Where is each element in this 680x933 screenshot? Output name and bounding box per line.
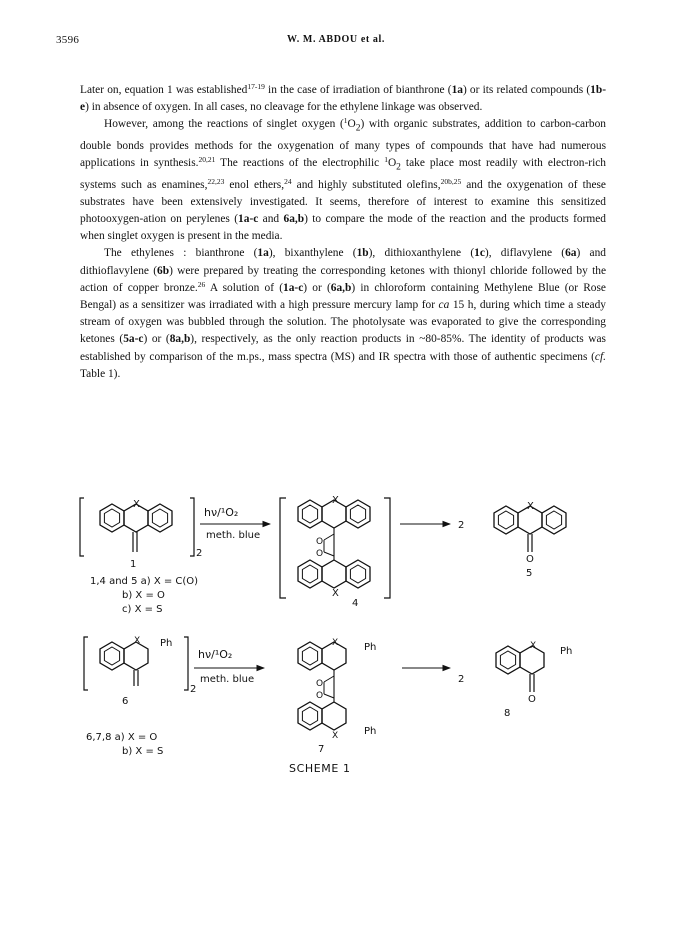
ring-atom-x: X	[530, 641, 537, 651]
legend-line: c) X = S	[122, 604, 163, 615]
ring-atom-x: X	[527, 501, 534, 512]
legend-row-1	[90, 576, 198, 615]
bracket-subscript: 2	[196, 548, 203, 559]
reagent-label: hν/¹O₂	[198, 648, 233, 661]
stoichiometric-coefficient: 2	[458, 674, 465, 685]
phenyl-substituent: Ph	[560, 646, 573, 657]
peroxide-oxygen: O	[316, 679, 324, 689]
paragraph-2: However, among the reactions of singlet oxygen $(^1O_2)$ with organic substrates, addition to carbon-carbon double bonds provides methods for the oxygenation of many types of compounds that have had numerous applications in synthesis.$^{20,21}$ The reactions of the electrophilic $^1O_2$ take place most readily with electron-rich systems such as enamines,$^{22,23}$ enol ethers,$^{24}$ and highly substituted olefins,$^{20b,25}$ and the oxygenation of these substrates have been extensively investigated. It seems, therefore of interest to examine this sensitized photooxygen-ation on perylenes (1a-c and 6a,b) to compare the mode of the reaction and the products formed when singlet oxygen is present in the media.	[80, 116, 607, 243]
compound-label-6: 6	[122, 696, 129, 707]
compound-1	[80, 498, 202, 570]
paragraph-3: The ethylenes : bianthrone (1a), bixanthylene (1b), dithioxanthylene (1c), diflavylene (6a) and dithioflavylene (6b) were prepared by treating the corresponding ketones with thionyl chloride followed by the action of copper bronze.$^{26}$ A solution of (1a-c) or (6a,b) in chloroform containing Methylene Blue (or Rose Bengal) as a sensitizer was irradiated with a high pressure mercury lamp for ca 15 h, during which time a steady stream of oxygen was bubbled through the solution. The photolysate was evaporated to give the corresponding ketones (5a-c) or (8a,b), respectively, as the only reaction products in ~80-85%. The identity of products was established by comparison of the m.ps., mass spectra (MS) and IR spectra with those of authentic specimens (cf. Table 1).	[80, 247, 606, 380]
legend-line: b) X = S	[122, 746, 164, 757]
ring-atom-x: X	[133, 499, 140, 510]
peroxide-oxygen: O	[316, 691, 324, 701]
ring-atom-x: X	[332, 495, 339, 506]
cleavage-arrow-1	[400, 520, 464, 531]
carbonyl-oxygen: O	[526, 554, 534, 565]
paragraph-1: Later on, equation 1 was established$^{17-19}$ in the case of irradiation of bianthrone (1a) or its related compounds (1b-e) in absence of oxygen. In all cases, no cleavage for the ethylene linkage was observed.	[80, 82, 606, 114]
compound-label-4: 4	[352, 598, 359, 609]
phenyl-substituent: Ph	[160, 638, 173, 649]
reagent-arrow-2	[194, 648, 264, 685]
bracket-subscript: 2	[190, 684, 197, 695]
ring-atom-x: X	[332, 731, 339, 741]
legend-line: 1,4 and 5 a) X = C(O)	[90, 576, 199, 587]
stoichiometric-coefficient: 2	[458, 520, 465, 531]
legend-line: b) X = O	[122, 590, 165, 601]
legend-line: 6,7,8 a) X = O	[86, 732, 158, 743]
compound-label-1: 1	[130, 559, 137, 570]
carbonyl-oxygen: O	[528, 694, 536, 705]
sensitizer-label: meth. blue	[200, 674, 255, 685]
legend-row-2	[86, 732, 163, 757]
compound-label-8: 8	[504, 708, 511, 719]
phenyl-substituent: Ph	[364, 642, 377, 653]
ring-atom-x: X	[332, 638, 339, 648]
ketone-8	[496, 641, 572, 719]
peroxide-oxygen: O	[316, 537, 324, 547]
reagent-label: hν/¹O₂	[204, 506, 239, 519]
cleavage-arrow-2	[402, 668, 464, 685]
intermediate-4	[280, 495, 390, 609]
compound-label-5: 5	[526, 568, 533, 579]
ketone-5	[494, 501, 566, 579]
compound-6	[84, 636, 196, 707]
running-title: W. M. ABDOU et al.	[287, 34, 385, 45]
compound-label-7: 7	[318, 744, 325, 755]
reagent-arrow-1	[200, 506, 270, 541]
peroxide-oxygen: O	[316, 549, 324, 559]
scheme-title: SCHEME 1	[289, 762, 351, 775]
ring-atom-x: X	[134, 636, 141, 646]
ring-atom-x: X	[332, 588, 339, 599]
phenyl-substituent: Ph	[364, 726, 377, 737]
intermediate-7	[298, 638, 376, 755]
sensitizer-label: meth. blue	[206, 530, 261, 541]
page-number: 3596	[56, 34, 80, 46]
